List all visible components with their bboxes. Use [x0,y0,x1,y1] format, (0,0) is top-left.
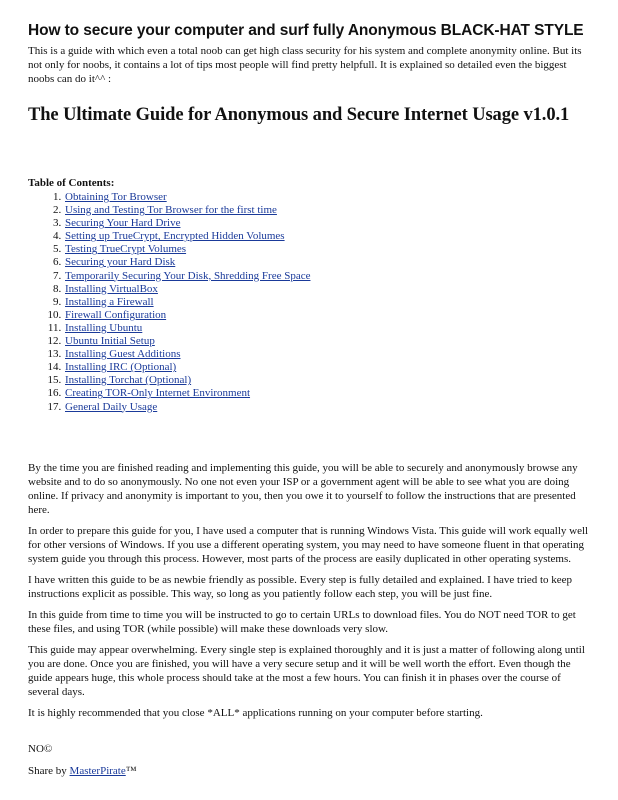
toc-item [64,335,590,348]
toc-item [64,204,590,217]
toc-item [64,256,590,269]
share-credit [28,764,590,778]
toc-link-firewall-configuration[interactable]: Firewall Configuration [65,308,167,321]
toc-item [64,374,590,387]
author-link[interactable]: MasterPirate [69,764,126,777]
toc-link-installing-torchat[interactable]: Installing Torchat (Optional) [65,374,192,387]
toc-item [64,401,590,414]
toc-link-installing-ubuntu[interactable]: Installing Ubuntu [65,321,143,334]
toc-link-using-testing-tor[interactable]: Using and Testing Tor Browser for the first time [65,204,277,217]
toc-link-ubuntu-initial-setup[interactable]: Ubuntu Initial Setup [65,335,155,348]
toc-heading: Table of Contents: [28,177,115,189]
toc-item [64,283,590,296]
toc-link-setting-up-truecrypt[interactable]: Setting up TrueCrypt, Encrypted Hidden Volumes [65,230,285,243]
toc-link-general-daily-usage[interactable]: General Daily Usage [65,400,158,413]
toc-item [64,191,590,204]
toc-link-obtaining-tor-browser[interactable]: Obtaining Tor Browser [65,191,167,203]
toc-item [64,361,590,374]
document-title: How to secure your computer and surf fully Anonymous BLACK-HAT STYLE [28,22,584,39]
toc-link-securing-hard-disk[interactable]: Securing your Hard Disk [65,256,176,269]
toc-item [64,387,590,400]
toc-link-securing-hard-drive[interactable]: Securing Your Hard Drive [65,217,181,230]
toc-link-testing-truecrypt[interactable]: Testing TrueCrypt Volumes [65,243,187,256]
toc-item [64,243,590,256]
guide-title: The Ultimate Guide for Anonymous and Secure Internet Usage v1.0.1 [28,105,570,125]
table-of-contents [28,191,590,414]
trademark-symbol: ™ [125,764,137,777]
toc-item [64,309,590,322]
body-paragraph-5: This guide may appear overwhelming. Every single step is explained thoroughly and it is just a matter of following along until you are done. Once you are finished, you will have a very secure setup and it will be well worth the effort. Even though the guide appears huge, this whole process should take at the most a few hours. You can finish it in phases over the course of several days. [28,643,585,698]
footer [28,742,590,778]
toc-link-shredding-free-space[interactable]: Temporarily Securing Your Disk, Shredding Free Space [65,269,311,282]
body-paragraph-3: I have written this guide to be as newbie friendly as possible. Every step is fully detailed and explained. I have tried to keep instructions explicit as possible. This way, so long as you patiently follow each step, you will be just fine. [28,573,573,600]
body-paragraph-1: By the time you are finished reading and implementing this guide, you will be able to securely and anonymously browse any website and to do so anonymously. No one not even your ISP or a government agent will be able to see what you are doing online. If privacy and anonymity is important to you, then you owe it to yourself to follow the instructions that are presented here. [28,461,578,516]
toc-item [64,348,590,361]
toc-item [64,217,590,230]
body-paragraph-2: In order to prepare this guide for you, I have used a computer that is running Windows Vista. This guide will work equally well for other versions of Windows. If you use a different operating system, you may need to have someone fluent in that operating system guide you through this process. However, most parts of the process are easily duplicated in other operating systems. [28,524,589,565]
toc-link-tor-only-environment[interactable]: Creating TOR-Only Internet Environment [65,387,251,400]
body-paragraph-6: It is highly recommended that you close *ALL* applications running on your computer before starting. [28,706,483,719]
toc-link-installing-virtualbox[interactable]: Installing VirtualBox [65,282,158,295]
toc-link-installing-firewall[interactable]: Installing a Firewall [65,295,154,308]
toc-item [64,230,590,243]
intro-paragraph: This is a guide with which even a total noob can get high class security for his system and complete anonymity online. But its not only for noobs, it contains a lot of tips most people will find pretty helpfull. It is explained so detailed even the biggest noobs can do it^^ : [28,45,582,85]
toc-link-installing-irc[interactable]: Installing IRC (Optional) [65,361,177,374]
toc-item [64,322,590,335]
no-copyright-mark: NO© [28,742,53,755]
toc-item [64,296,590,309]
share-prefix: Share by [28,764,70,777]
body-paragraph-4: In this guide from time to time you will be instructed to go to certain URLs to download files. You do NOT need TOR to get these files, and using TOR (while possible) will make these downloads very slow. [28,608,576,635]
toc-item [64,270,590,283]
toc-link-guest-additions[interactable]: Installing Guest Additions [65,348,181,361]
